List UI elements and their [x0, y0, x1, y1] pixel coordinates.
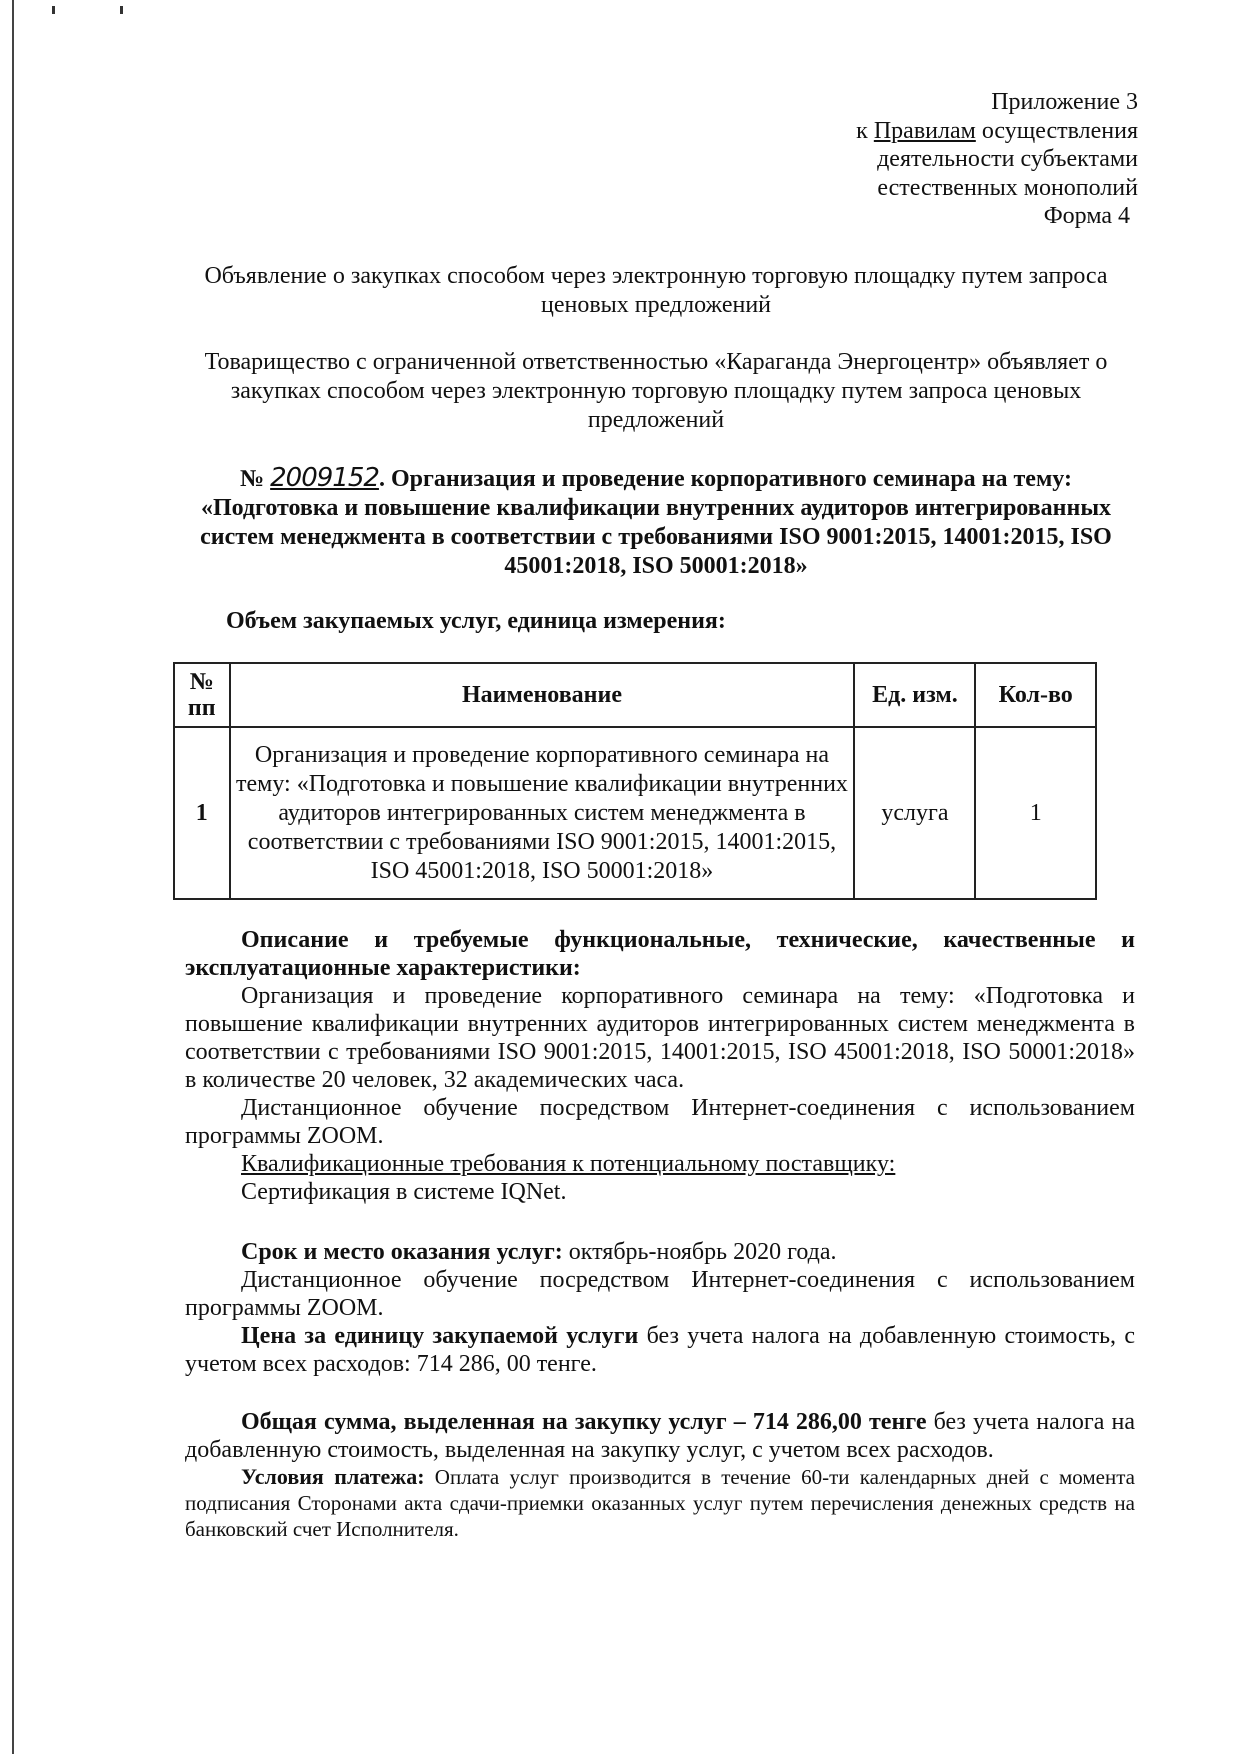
- announcement-title: Объявление о закупках способом через электронную торговую площадку путем запроса ценовых предложений: [204, 263, 1108, 318]
- scan-mark: [120, 6, 123, 14]
- header-qty: Кол-во: [975, 663, 1096, 727]
- term-value: октябрь-ноябрь 2020 года.: [562, 1239, 837, 1265]
- row-unit: услуга: [854, 727, 975, 899]
- lot-number: 2009152: [270, 463, 379, 493]
- header-name: Наименование: [230, 663, 855, 727]
- qualification-text: Сертификация в системе IQNet.: [241, 1179, 567, 1205]
- payment-text: Оплата услуг производится в течение 60-ти календарных дней с момента подписания Сторонами акта сдачи-приемки оказанных услуг путем перечисления денежных средств на банковский счет Исполнителя.: [185, 1465, 1135, 1541]
- description-text2: Дистанционное обучение посредством Интернет-соединения с использованием программы ZOOM.: [185, 1095, 1135, 1149]
- lot-title-line1: . Организация и проведение корпоративного семинара на тему:: [378, 466, 1072, 492]
- header-num: № пп: [174, 663, 230, 727]
- lot-title-line2: «Подготовка и повышение квалификации внутренних аудиторов интегрированных: [200, 495, 1112, 521]
- appendix-line2: к Правилам осуществления: [856, 117, 1138, 144]
- term-section: [185, 1238, 1135, 1378]
- table-row: [174, 727, 1096, 899]
- appendix-block: [856, 88, 1138, 231]
- price-label: Цена за единицу закупаемой услуги: [241, 1323, 639, 1349]
- lot-prefix: №: [240, 466, 265, 492]
- header-unit: Ед. изм.: [854, 663, 975, 727]
- total-section: [185, 1408, 1135, 1542]
- row-qty: 1: [975, 727, 1096, 899]
- items-table: [173, 662, 1097, 900]
- table-header-row: [174, 663, 1096, 727]
- row-name: Организация и проведение корпоративного семинара на тему: «Подготовка и повышение квалификации внутренних аудиторов интегрированных систем менеджмента в соответствии с требованиями ISO 9001:2015, 14001:2015, ISO 45001:2018, ISO 50001:2018»: [230, 727, 855, 899]
- total-line: [185, 1408, 1135, 1464]
- volume-heading: Объем закупаемых услуг, единица измерения:: [226, 608, 726, 634]
- rules-link[interactable]: Правилам: [873, 117, 976, 144]
- lot-heading: [190, 464, 1122, 581]
- description-heading: Описание и требуемые функциональные, технические, качественные и эксплуатационные характеристики:: [185, 927, 1135, 981]
- payment-line: [185, 1464, 1135, 1542]
- total-text: без учета налога на добавленную стоимость, выделенная на закупку услуг, с учетом всех расходов.: [185, 1409, 1135, 1463]
- qualification-heading: Квалификационные требования к потенциальному поставщику:: [241, 1151, 896, 1177]
- payment-label: Условия платежа:: [241, 1464, 425, 1489]
- appendix-line1: Приложение 3: [991, 89, 1138, 115]
- lot-title-line3: систем менеджмента в соответствии с требованиями ISO 9001:2015, 14001:2015, ISO: [200, 524, 1112, 550]
- company-notice: Товарищество с ограниченной ответственностью «Караганда Энергоцентр» объявляет о закупках способом через электронную торговую площадку путем запроса ценовых предложений: [204, 349, 1108, 433]
- scan-edge-line: [12, 0, 14, 1754]
- price-line: [185, 1322, 1135, 1378]
- appendix-line3: деятельности субъектами: [877, 146, 1138, 172]
- description-section: [185, 926, 1135, 1206]
- lot-title-line4: 45001:2018, ISO 50001:2018»: [504, 553, 808, 579]
- total-label: Общая сумма, выделенная на закупку услуг – 714 286,00 тенге: [241, 1409, 927, 1435]
- term-line: [185, 1238, 1135, 1266]
- term-text: Дистанционное обучение посредством Интернет-соединения с использованием программы ZOOM.: [185, 1267, 1135, 1321]
- term-label: Срок и место оказания услуг:: [241, 1239, 563, 1265]
- description-text1: Организация и проведение корпоративного семинара на тему: «Подготовка и повышение квалификации внутренних аудиторов интегрированных систем менеджмента в соответствии с требованиями ISO 9001:2015, 14001:2015, ISO 45001:2018, ISO 50001:2018» в количестве 20 человек, 32 академических часа.: [185, 983, 1135, 1093]
- appendix-line4: естественных монополий: [877, 174, 1138, 201]
- row-num: 1: [174, 727, 230, 899]
- form-number: Форма 4: [1043, 203, 1130, 229]
- scan-mark: [52, 6, 55, 14]
- price-text: без учета налога на добавленную стоимость, с учетом всех расходов: 714 286, 00 тенге.: [185, 1323, 1135, 1377]
